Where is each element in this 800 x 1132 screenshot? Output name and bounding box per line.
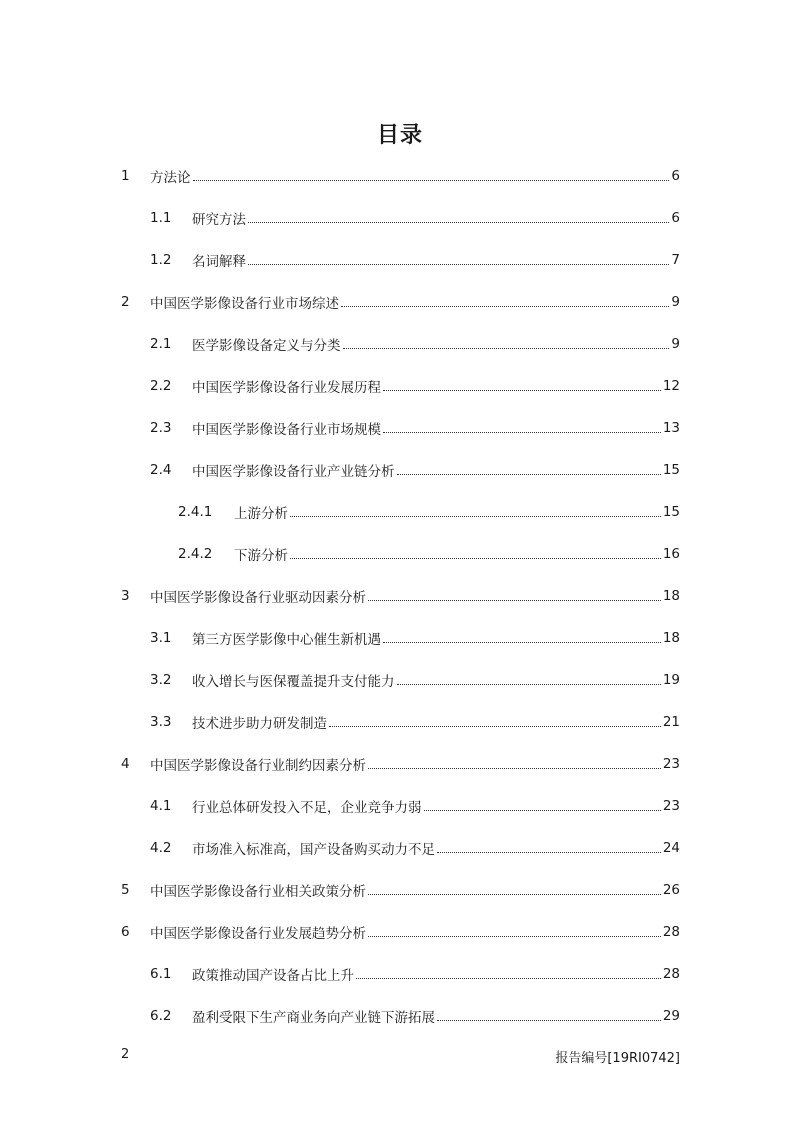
toc-entry-label: 中国医学影像设备行业市场综述 [150, 296, 339, 312]
toc-entry-number: 4 [121, 756, 130, 772]
toc-entry-label: 政策推动国产设备占比上升 [192, 968, 354, 984]
toc-entry[interactable] [150, 833, 680, 863]
toc-entry-page: 28 [662, 924, 680, 940]
toc-entry-number: 2.2 [150, 378, 172, 394]
toc-entry[interactable] [150, 329, 680, 359]
toc-entry-page: 29 [662, 1008, 680, 1024]
toc-entry[interactable] [150, 959, 680, 989]
toc-entry-page: 23 [662, 756, 680, 772]
toc-entry-page: 9 [671, 294, 680, 310]
toc-entry-page: 15 [662, 504, 680, 520]
toc-dot-leader [437, 852, 661, 853]
toc-entry-label: 中国医学影像设备行业制约因素分析 [150, 758, 366, 774]
footer-report-id: 报告编号[19RI0742] [555, 1051, 680, 1066]
page-title: 目录 [376, 123, 423, 148]
toc-dot-leader [397, 684, 661, 685]
toc-entry-page: 6 [671, 210, 680, 226]
toc-entry[interactable] [150, 1001, 680, 1031]
toc-dot-leader [424, 810, 661, 811]
toc-entry-page: 18 [662, 630, 680, 646]
toc-entry-number: 2 [121, 294, 130, 310]
toc-entry[interactable] [150, 707, 680, 737]
toc-entry-label: 盈利受限下生产商业务向产业链下游拓展 [192, 1010, 435, 1026]
toc-dot-leader [290, 558, 661, 559]
toc-entry-label: 医学影像设备定义与分类 [192, 338, 341, 354]
toc-dot-leader [397, 474, 661, 475]
toc-entry-number: 2.4.1 [178, 504, 213, 520]
toc-entry[interactable] [150, 623, 680, 653]
toc-entry-label: 下游分析 [234, 548, 288, 564]
toc-entry-page: 23 [662, 798, 680, 814]
toc-dot-leader [368, 600, 661, 601]
toc-entry-number: 3.3 [150, 714, 172, 730]
toc-entry[interactable] [150, 371, 680, 401]
toc-dot-leader [437, 1020, 661, 1021]
toc-entry-number: 4.2 [150, 840, 172, 856]
toc-entry-label: 中国医学影像设备行业市场规模 [192, 422, 381, 438]
toc-dot-leader [290, 516, 661, 517]
toc-entry-page: 16 [662, 546, 680, 562]
toc-dot-leader [368, 768, 661, 769]
toc-dot-leader [343, 348, 670, 349]
toc-entry[interactable] [121, 749, 680, 779]
toc-entry-number: 6.2 [150, 1008, 172, 1024]
toc-entry-label: 中国医学影像设备行业发展历程 [192, 380, 381, 396]
toc-entry[interactable] [121, 581, 680, 611]
toc-entry[interactable] [150, 665, 680, 695]
toc-entry-label: 中国医学影像设备行业相关政策分析 [150, 884, 366, 900]
toc-dot-leader [329, 726, 661, 727]
toc-entry-page: 13 [662, 420, 680, 436]
toc-entry[interactable] [150, 413, 680, 443]
toc-entry-page: 6 [671, 168, 680, 184]
toc-entry-page: 12 [662, 378, 680, 394]
toc-dot-leader [383, 390, 661, 391]
toc-entry-number: 4.1 [150, 798, 172, 814]
toc-entry-number: 1.2 [150, 252, 172, 268]
toc-entry[interactable] [121, 875, 680, 905]
toc-entry-number: 2.3 [150, 420, 172, 436]
toc-entry[interactable] [150, 203, 680, 233]
toc-entry[interactable] [178, 539, 680, 569]
toc-dot-leader [368, 936, 661, 937]
toc-entry-label: 行业总体研发投入不足，企业竞争力弱 [192, 800, 422, 816]
toc-entry-number: 5 [121, 882, 130, 898]
toc-entry-label: 中国医学影像设备行业发展趋势分析 [150, 926, 366, 942]
toc-entry[interactable] [178, 497, 680, 527]
footer-page-number: 2 [121, 1047, 130, 1062]
toc-entry-label: 中国医学影像设备行业驱动因素分析 [150, 590, 366, 606]
toc-entry-page: 28 [662, 966, 680, 982]
toc-entry[interactable] [150, 791, 680, 821]
toc-entry-number: 2.4 [150, 462, 172, 478]
toc-entry-label: 研究方法 [192, 212, 246, 228]
toc-entry-page: 26 [662, 882, 680, 898]
toc-entry-number: 6 [121, 924, 130, 940]
toc-dot-leader [248, 264, 669, 265]
toc-entry-page: 21 [662, 714, 680, 730]
toc-entry-number: 3 [121, 588, 130, 604]
toc-entry-number: 2.4.2 [178, 546, 213, 562]
toc-entry-number: 1 [121, 168, 130, 184]
toc-dot-leader [368, 894, 661, 895]
toc-entry-number: 3.2 [150, 672, 172, 688]
toc-entry-number: 6.1 [150, 966, 172, 982]
toc-entry-label: 上游分析 [234, 506, 288, 522]
toc-dot-leader [383, 432, 661, 433]
toc-dot-leader [383, 642, 661, 643]
toc-entry[interactable] [150, 245, 680, 275]
toc-dot-leader [356, 978, 661, 979]
toc-entry-label: 方法论 [150, 170, 191, 186]
toc-entry[interactable] [121, 917, 680, 947]
toc-entry-page: 18 [662, 588, 680, 604]
toc-entry-page: 15 [662, 462, 680, 478]
toc-entry-number: 1.1 [150, 210, 172, 226]
toc-entry-label: 市场准入标准高，国产设备购买动力不足 [192, 842, 435, 858]
toc-entry-label: 中国医学影像设备行业产业链分析 [192, 464, 395, 480]
toc-entry-page: 9 [671, 336, 680, 352]
toc-entry-label: 第三方医学影像中心催生新机遇 [192, 632, 381, 648]
toc-dot-leader [341, 306, 669, 307]
toc-entry-label: 名词解释 [192, 254, 246, 270]
toc-entry[interactable] [121, 287, 680, 317]
toc-dot-leader [193, 180, 670, 181]
toc-entry-page: 24 [662, 840, 680, 856]
toc-entry[interactable] [121, 161, 680, 191]
toc-entry-label: 收入增长与医保覆盖提升支付能力 [192, 674, 395, 690]
toc-dot-leader [248, 222, 669, 223]
toc-entry-number: 2.1 [150, 336, 172, 352]
toc-entry-page: 7 [671, 252, 680, 268]
toc-entry-label: 技术进步助力研发制造 [192, 716, 327, 732]
toc-entry[interactable] [150, 455, 680, 485]
toc-entry-page: 19 [662, 672, 680, 688]
toc-entry-number: 3.1 [150, 630, 172, 646]
